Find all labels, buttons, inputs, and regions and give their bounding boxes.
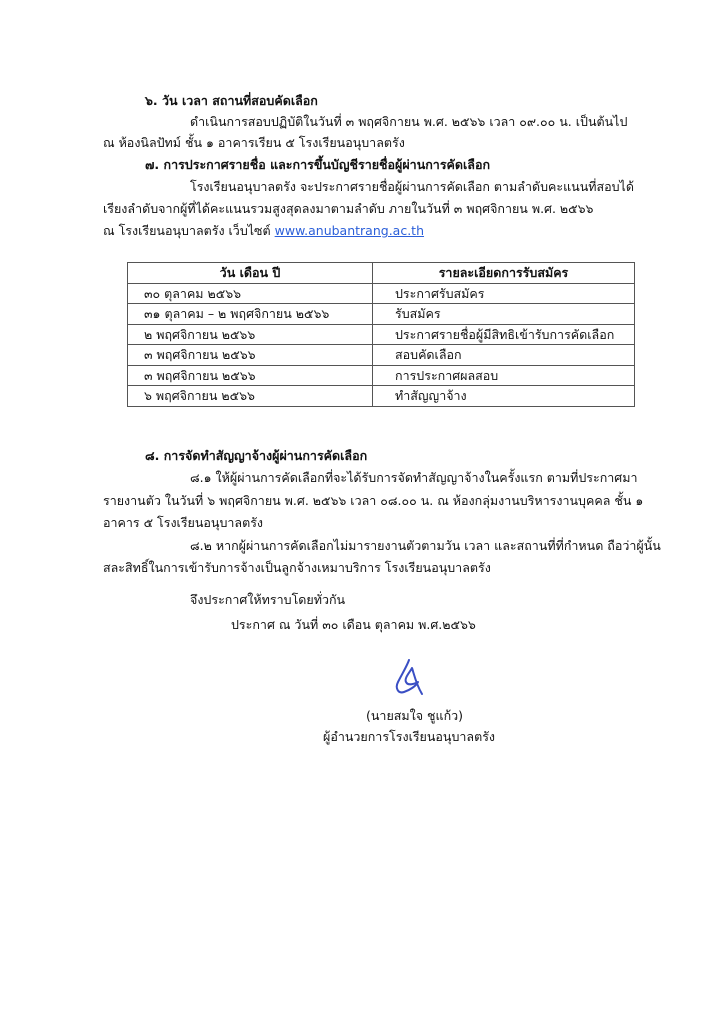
section8-p1-line3: อาคาร ๕ โรงเรียนอนุบาลตรัง (103, 515, 264, 530)
schedule-table (127, 262, 635, 407)
table-cell-date: ๓๑ ตุลาคม – ๒ พฤศจิกายน ๒๕๖๖ (128, 304, 373, 325)
table-cell-detail: รับสมัคร (373, 304, 635, 325)
table-cell-detail: การประกาศผลสอบ (373, 365, 635, 386)
table-row (128, 386, 635, 407)
section7-line1: โรงเรียนอนุบาลตรัง จะประกาศรายชื่อผู้ผ่านการคัดเลือก ตามลำดับคะแนนที่สอบได้ (190, 179, 634, 194)
section8-p2-line2: สละสิทธิ์ในการเข้ารับการจ้างเป็นลูกจ้างเหมาบริการ โรงเรียนอนุบาลตรัง (103, 560, 491, 575)
table-cell-detail: สอบคัดเลือก (373, 345, 635, 366)
table-header-detail: รายละเอียดการรับสมัคร (373, 263, 635, 284)
table-row (128, 283, 635, 304)
table-cell-detail: ประกาศรายชื่อผู้มีสิทธิเข้ารับการคัดเลือก (373, 324, 635, 345)
table-cell-detail: ประกาศรับสมัคร (373, 283, 635, 304)
section6-line2: ณ ห้องนิลปัทม์ ชั้น ๑ อาคารเรียน ๕ โรงเรียนอนุบาลตรัง (103, 135, 405, 150)
table-cell-date: ๓ พฤศจิกายน ๒๕๖๖ (128, 345, 373, 366)
section6-line1: ดำเนินการสอบปฏิบัติในวันที่ ๓ พฤศจิกายน พ.ศ. ๒๕๖๖ เวลา ๐๙.๐๐ น. เป็นต้นไป (190, 114, 628, 129)
table-cell-date: ๓ พฤศจิกายน ๒๕๖๖ (128, 365, 373, 386)
table-cell-date: ๖ พฤศจิกายน ๒๕๖๖ (128, 386, 373, 407)
table-cell-detail: ทำสัญญาจ้าง (373, 386, 635, 407)
section8-heading: ๘. การจัดทำสัญญาจ้างผู้ผ่านการคัดเลือก (145, 448, 368, 463)
section8-p2-line1: ๘.๒ หากผู้ผ่านการคัดเลือกไม่มารายงานตัวตามวัน เวลา และสถานที่ที่กำหนด ถือว่าผู้นั้น (190, 538, 661, 553)
table-cell-date: ๓๐ ตุลาคม ๒๕๖๖ (128, 283, 373, 304)
signatory-name: (นายสมใจ ชูแก้ว) (366, 708, 464, 723)
signature-image (392, 658, 426, 702)
closing-announce: จึงประกาศให้ทราบโดยทั่วกัน (190, 592, 346, 607)
table-row (128, 365, 635, 386)
section8-p1-line2: รายงานตัว ในวันที่ ๖ พฤศจิกายน พ.ศ. ๒๕๖๖ เวลา ๐๘.๐๐ น. ณ ห้องกลุ่มงานบริหารงานบุคคล ชั้น ๑ (103, 493, 644, 508)
school-website-link[interactable]: www.anubantrang.ac.th (274, 223, 425, 238)
section6-heading: ๖. วัน เวลา สถานที่สอบคัดเลือก (145, 93, 318, 108)
signatory-position: ผู้อำนวยการโรงเรียนอนุบาลตรัง (323, 729, 496, 744)
table-row (128, 304, 635, 325)
table-header-row (128, 263, 635, 284)
section7-heading: ๗. การประกาศรายชื่อ และการขึ้นบัญชีรายชื่อผู้ผ่านการคัดเลือก (145, 157, 491, 172)
section7-line2: เรียงลำดับจากผู้ที่ได้คะแนนรวมสูงสุดลงมาตามลำดับ ภายในวันที่ ๓ พฤศจิกายน พ.ศ. ๒๕๖๖ (103, 201, 594, 216)
table-cell-date: ๒ พฤศจิกายน ๒๕๖๖ (128, 324, 373, 345)
table-row (128, 345, 635, 366)
table-header-date: วัน เดือน ปี (128, 263, 373, 284)
announcement-date: ประกาศ ณ วันที่ ๓๐ เดือน ตุลาคม พ.ศ.๒๕๖๖ (231, 617, 476, 632)
table-row (128, 324, 635, 345)
section7-line3 (103, 222, 424, 240)
section8-p1-line1: ๘.๑ ให้ผู้ผ่านการคัดเลือกที่จะได้รับการจัดทำสัญญาจ้างในครั้งแรก ตามที่ประกาศมา (190, 470, 638, 485)
section7-line3-prefix: ณ โรงเรียนอนุบาลตรัง เว็บไซต์ (103, 223, 275, 238)
